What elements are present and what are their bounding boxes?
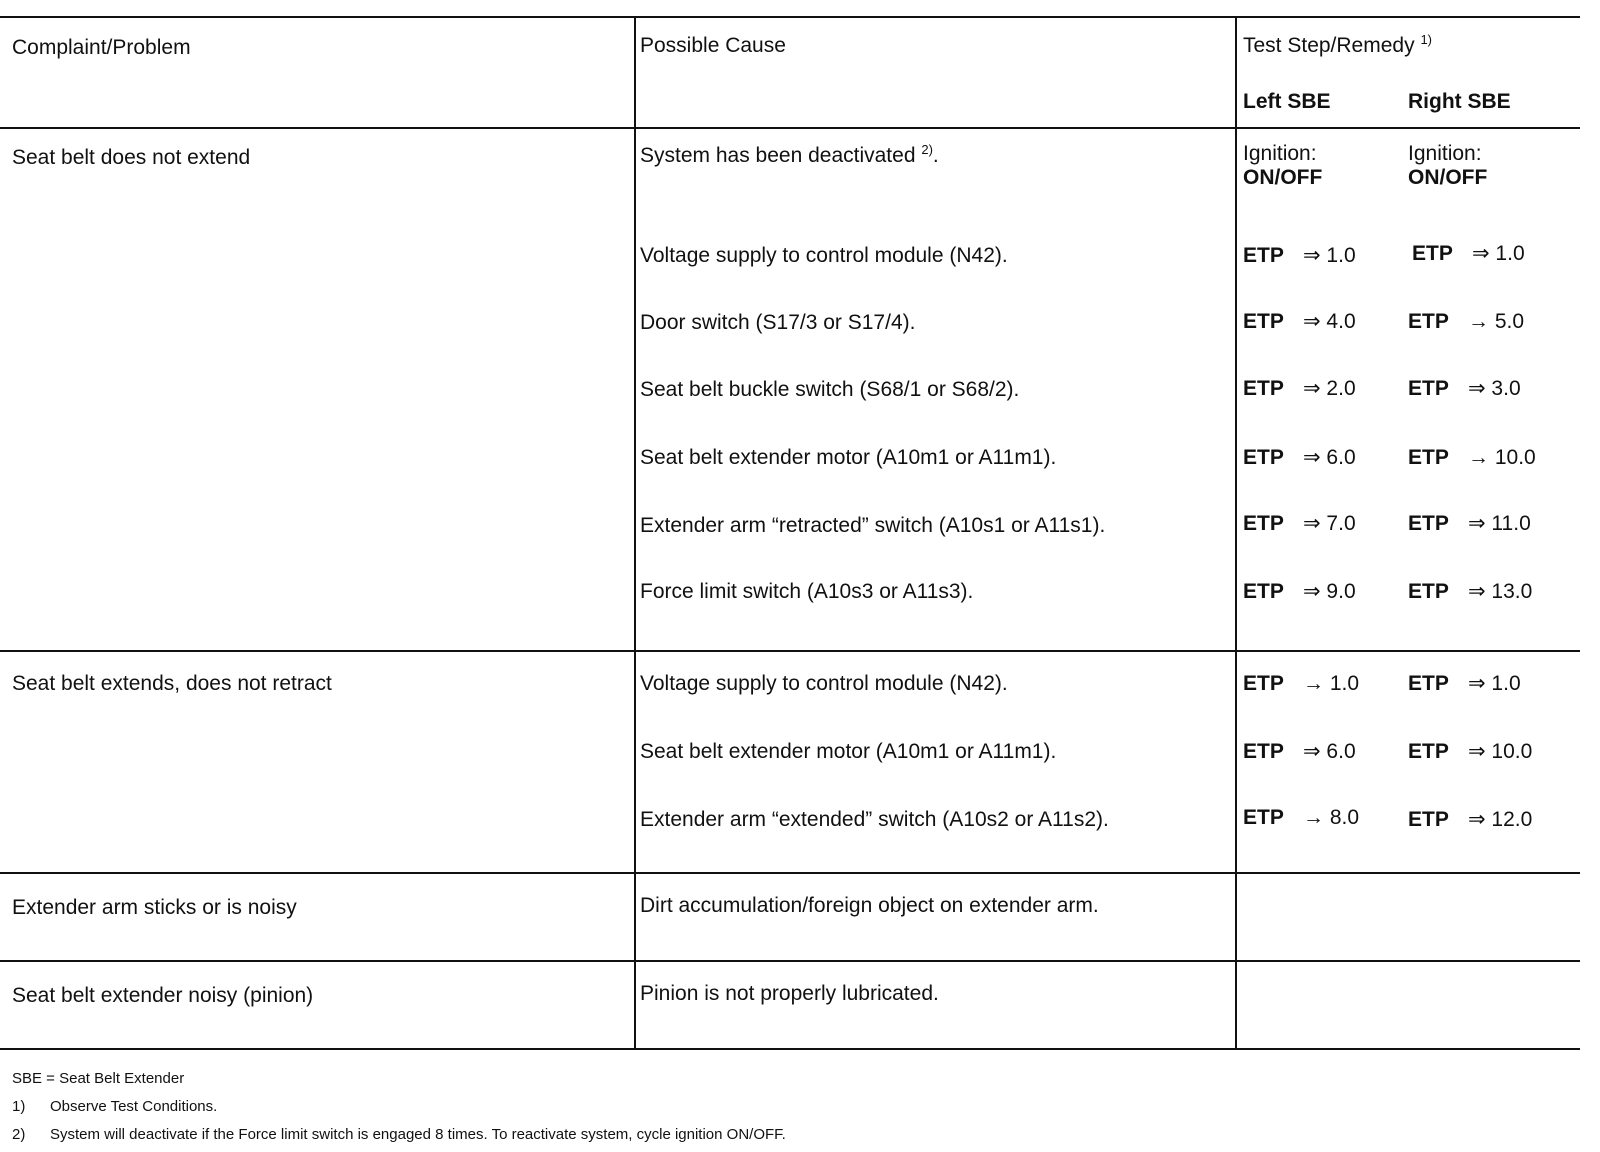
- right-remedy: ETP ⇒ 13.0: [1408, 580, 1533, 603]
- cause-cell: Voltage supply to control module (N42).: [640, 244, 1008, 267]
- ignition-left: Ignition: ON/OFF: [1243, 142, 1323, 189]
- cause-cell: System has been deactivated $^{2)}$.: [640, 142, 939, 167]
- right-remedy: ETP ⇒ 11.0: [1408, 512, 1531, 535]
- left-remedy: ETP ⇒ 9.0: [1243, 580, 1356, 603]
- cause-cell: Force limit switch (A10s3 or A11s3).: [640, 580, 974, 603]
- left-remedy: ETP ⇒ 1.0: [1243, 244, 1356, 267]
- left-remedy: ETP ⇒ 6.0: [1243, 740, 1356, 763]
- cause-cell: Seat belt buckle switch (S68/1 or S68/2).: [640, 378, 1020, 401]
- right-remedy: ETP → 5.0: [1408, 310, 1525, 333]
- right-remedy: ETP ⇒ 10.0: [1408, 740, 1533, 763]
- left-remedy: ETP → 1.0: [1243, 672, 1360, 695]
- cause-cell: Seat belt extender motor (A10m1 or A11m1).: [640, 740, 1057, 763]
- section-2-bottom-rule: [0, 872, 1580, 874]
- column-divider-cause: [634, 16, 636, 1050]
- right-remedy: ETP ⇒ 12.0: [1408, 808, 1533, 831]
- left-remedy: ETP → 8.0: [1243, 806, 1360, 829]
- footnote-1: 1) Observe Test Conditions.: [12, 1098, 218, 1115]
- header-right-sbe: Right SBE: [1408, 90, 1511, 113]
- header-complaint: Complaint/Problem: [12, 36, 191, 59]
- right-remedy: ETP ⇒ 1.0: [1412, 242, 1525, 265]
- header-cause: Possible Cause: [640, 34, 786, 57]
- section-3-bottom-rule: [0, 960, 1580, 962]
- complaint-cell: Extender arm sticks or is noisy: [12, 896, 297, 919]
- complaint-cell: Seat belt extender noisy (pinion): [12, 984, 314, 1007]
- complaint-cell: Seat belt does not extend: [12, 146, 251, 169]
- left-remedy: ETP ⇒ 7.0: [1243, 512, 1356, 535]
- cause-cell: Extender arm “retracted” switch (A10s1 or A11s1).: [640, 514, 1106, 537]
- cause-cell: Dirt accumulation/foreign object on extender arm.: [640, 894, 1099, 917]
- column-divider-remedy: [1235, 16, 1237, 1050]
- right-remedy: ETP → 10.0: [1408, 446, 1536, 469]
- cause-cell: Door switch (S17/3 or S17/4).: [640, 311, 916, 334]
- left-remedy: ETP ⇒ 2.0: [1243, 377, 1356, 400]
- cause-cell: Extender arm “extended” switch (A10s2 or A11s2).: [640, 808, 1109, 831]
- complaint-cell: Seat belt extends, does not retract: [12, 672, 332, 695]
- cause-cell: Voltage supply to control module (N42).: [640, 672, 1008, 695]
- header-left-sbe: Left SBE: [1243, 90, 1331, 113]
- cause-cell: Pinion is not properly lubricated.: [640, 982, 939, 1005]
- left-remedy: ETP ⇒ 6.0: [1243, 446, 1356, 469]
- footnote-2: 2) System will deactivate if the Force limit switch is engaged 8 times. To reactivate system, cycle ignition ON/OFF.: [12, 1126, 786, 1143]
- table-top-rule: [0, 16, 1580, 18]
- footnote-abbreviation: SBE = Seat Belt Extender: [12, 1070, 185, 1087]
- header-bottom-rule: [0, 127, 1580, 129]
- ignition-right: Ignition: ON/OFF: [1408, 142, 1488, 189]
- section-1-bottom-rule: [0, 650, 1580, 652]
- right-remedy: ETP ⇒ 3.0: [1408, 377, 1521, 400]
- right-remedy: ETP ⇒ 1.0: [1408, 672, 1521, 695]
- cause-cell: Seat belt extender motor (A10m1 or A11m1).: [640, 446, 1057, 469]
- header-remedy: Test Step/Remedy $^{1)}$: [1243, 32, 1432, 57]
- table-bottom-rule: [0, 1048, 1580, 1050]
- left-remedy: ETP ⇒ 4.0: [1243, 310, 1356, 333]
